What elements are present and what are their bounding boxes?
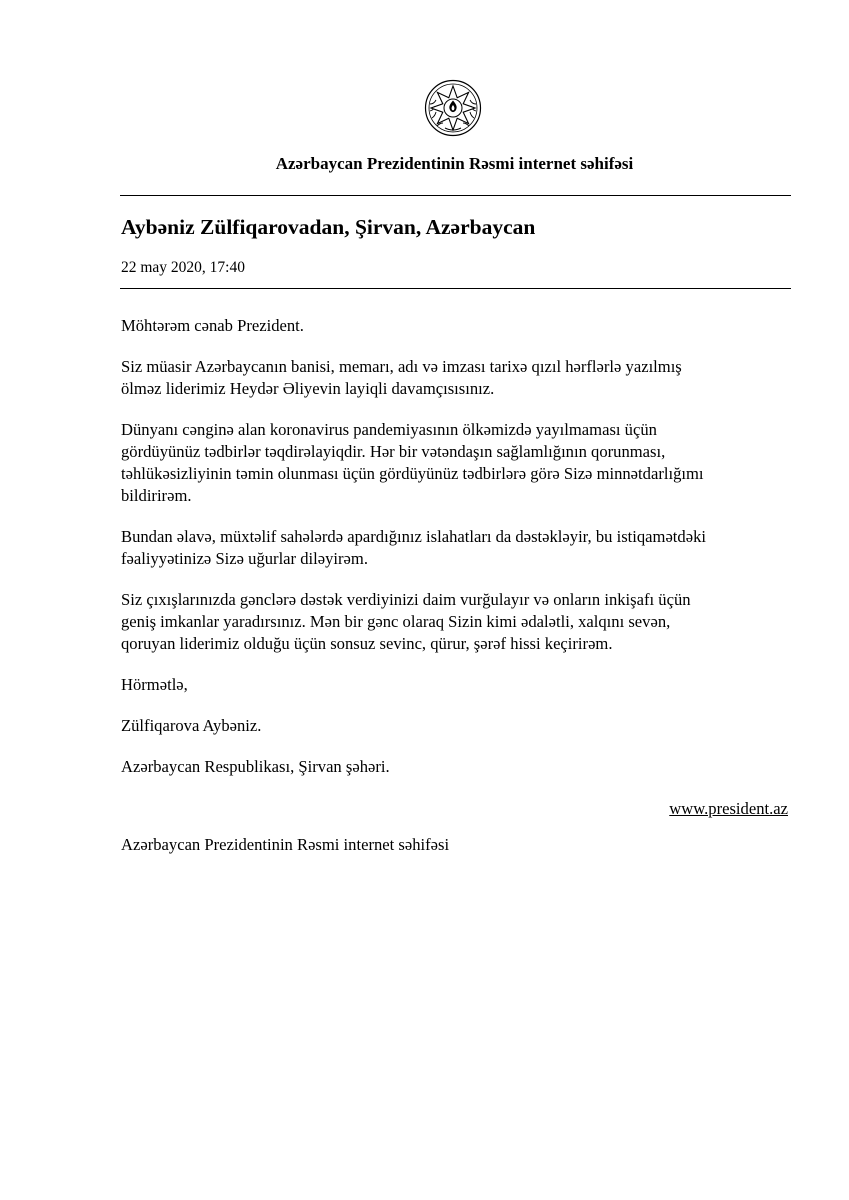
paragraph-line: Hörmətlə, [121,675,188,694]
article-paragraph [121,356,793,400]
paragraph-line: Azərbaycan Respublikası, Şirvan şəhəri. [121,757,390,776]
article-title: Aybəniz Zülfiqarovadan, Şirvan, Azərbaycan [121,215,536,239]
paragraph-line: qoruyan liderimiz olduğu üçün sonsuz sevinc, qürur, şərəf hissi keçirirəm. [121,634,613,653]
paragraph-line: Dünyanı cənginə alan koronavirus pandemiyasının ölkəmizdə yayılmaması üçün [121,420,657,439]
paragraph-line: fəaliyyətinizə Sizə uğurlar diləyirəm. [121,549,368,568]
article-paragraph [121,715,793,737]
paragraph-line: Siz çıxışlarınızda gənclərə dəstək verdiyinizi daim vurğulayır və onların inkişafı üçün [121,590,691,609]
article-paragraph [121,315,793,337]
paragraph-line: ölməz liderimiz Heydər Əliyevin layiqli davamçısısınız. [121,379,495,398]
president-site-link[interactable]: www.president.az [669,799,788,818]
article-paragraph [121,674,793,696]
paragraph-line: təhlükəsizliyinin təmin olunması üçün gördüyünüz tədbirlərə görə Sizə minnətdarlığımı [121,464,704,483]
title-divider [120,288,791,289]
footer-site-title: Azərbaycan Prezidentinin Rəsmi internet səhifəsi [121,835,450,854]
azerbaijan-state-emblem-icon [423,78,483,138]
paragraph-line: gördüyünüz tədbirlər təqdirəlayiqdir. Hər bir vətəndaşın sağlamlığının qorunması, [121,442,666,461]
article-paragraph [121,526,793,570]
paragraph-line: Zülfiqarova Aybəniz. [121,716,262,735]
paragraph-line: Möhtərəm cənab Prezident. [121,316,304,335]
article-date: 22 may 2020, 17:40 [121,259,245,276]
article-paragraph [121,756,793,778]
article-paragraph [121,589,793,655]
article-body [121,315,793,797]
paragraph-line: bildirirəm. [121,486,192,505]
site-header-title: Azərbaycan Prezidentinin Rəsmi internet səhifəsi [275,154,634,173]
paragraph-line: geniş imkanlar yaradırsınız. Mən bir gənc olaraq Sizin kimi ədalətli, xalqını sevən, [121,612,671,631]
article-paragraph [121,419,793,507]
paragraph-line: Siz müasir Azərbaycanın banisi, memarı, adı və imzası tarixə qızıl hərflərlə yazılmış [121,357,682,376]
header-divider [120,195,791,196]
paragraph-line: Bundan əlavə, müxtəlif sahələrdə apardığınız islahatları da dəstəkləyir, bu istiqamətdəki [121,527,706,546]
